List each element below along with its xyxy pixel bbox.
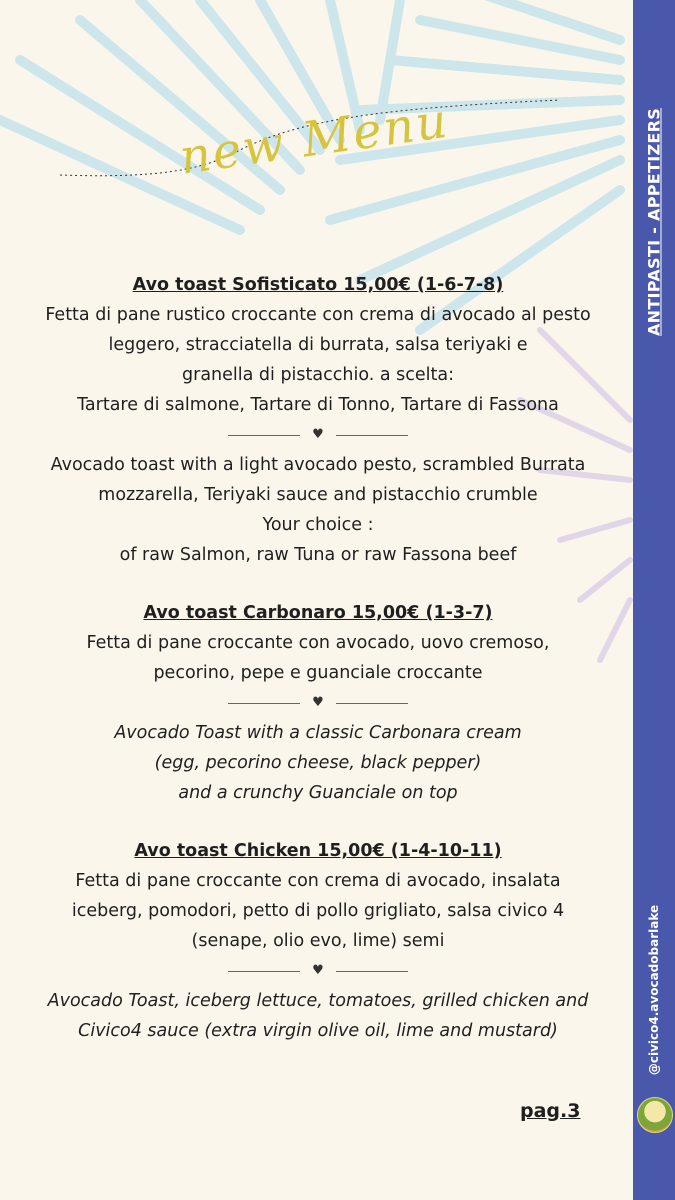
divider	[0, 956, 636, 986]
dish-title: Avo toast Sofisticato 15,00€ (1-6-7-8)	[132, 275, 504, 295]
dish-title: Avo toast Chicken 15,00€ (1-4-10-11)	[134, 841, 502, 861]
sidebar	[633, 0, 675, 1200]
dish-description-en: and a crunchy Guanciale on top	[178, 783, 458, 803]
dish-title: Avo toast Carbonaro 15,00€ (1-3-7)	[143, 603, 493, 623]
dish-description-it: pecorino, pepe e guanciale croccante	[153, 663, 483, 683]
dish-description-en: Avocado toast with a light avocado pesto, scrambled Burrata	[50, 455, 586, 475]
menu-header	[0, 60, 640, 200]
dish-description-en: Your choice :	[262, 515, 374, 535]
dish-description-it: Fetta di pane croccante con crema di avocado, insalata	[75, 871, 561, 891]
civico4-logo-icon	[637, 1097, 673, 1133]
dish-description-en: mozzarella, Teriyaki sauce and pistacchio crumble	[98, 485, 538, 505]
divider	[0, 420, 636, 450]
dish-description-en: Avocado Toast, iceberg lettuce, tomatoes, grilled chicken and	[47, 991, 589, 1011]
dish-description-it: Fetta di pane croccante con avocado, uovo cremoso,	[86, 633, 550, 653]
dish-description-en: Avocado Toast with a classic Carbonara cream	[114, 723, 522, 743]
dish-description-en: of raw Salmon, raw Tuna or raw Fassona beef	[119, 545, 517, 565]
heart-icon: ♥	[312, 427, 324, 442]
dish-description-it: (senape, olio evo, lime) semi	[191, 931, 445, 951]
dish-description-it: Fetta di pane rustico croccante con crema di avocado al pesto	[45, 305, 591, 325]
page-title: new Menu	[176, 92, 453, 186]
menu-content	[0, 270, 636, 1046]
divider	[0, 688, 636, 718]
page-number: pag.3	[520, 1100, 581, 1122]
dish-description-it: iceberg, pomodori, petto di pollo grigliato, salsa civico 4	[71, 901, 565, 921]
dish-description-it: Tartare di salmone, Tartare di Tonno, Tartare di Fassona	[77, 395, 559, 415]
heart-icon: ♥	[312, 695, 324, 710]
social-handle: @civico4.avocadobarlake	[647, 904, 661, 1076]
dish-description-it: granella di pistacchio. a scelta:	[182, 365, 454, 385]
dish-description-en: Civico4 sauce (extra virgin olive oil, lime and mustard)	[78, 1021, 558, 1041]
dish-description-it: leggero, stracciatella di burrata, salsa teriyaki e	[108, 335, 528, 355]
dish-description-en: (egg, pecorino cheese, black pepper)	[154, 753, 482, 773]
section-title: ANTIPASTI - APPETIZERS	[644, 107, 664, 337]
heart-icon: ♥	[312, 963, 324, 978]
